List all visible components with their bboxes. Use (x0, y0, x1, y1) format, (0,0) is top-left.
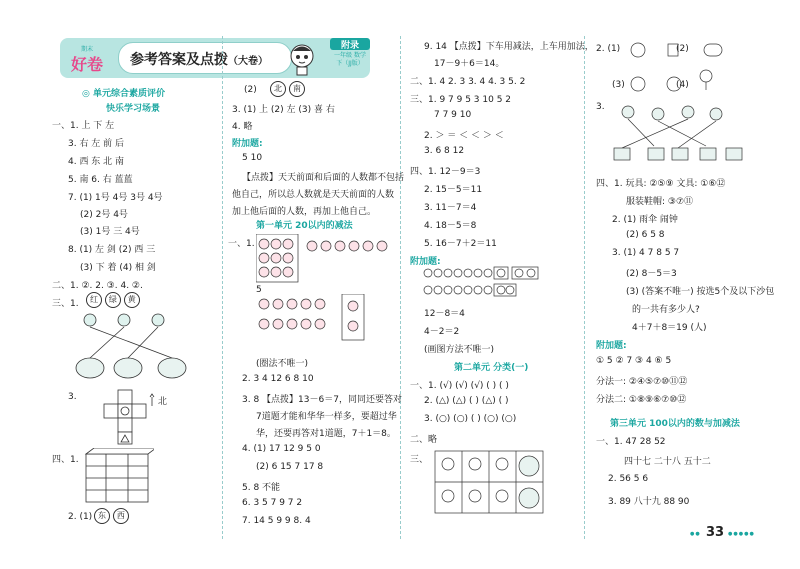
answer-line: 7. 14 5 9 9 8. 4 (242, 516, 311, 526)
answer-line: 二、1. ②. 2. ③. 4. ②. (52, 281, 143, 291)
tag-sub-2: 下（JJ版） (336, 60, 364, 67)
answer-line: 5. 16－7＋2＝11 (424, 239, 497, 249)
answer-line: 四十七 二十八 五十二 (624, 457, 711, 467)
answer-line: 三、 (410, 455, 429, 465)
answer-line: (4) (676, 80, 689, 90)
answer-line: 一、1. 47 28 52 (596, 437, 666, 447)
answer-line: (3) (612, 80, 625, 90)
unit-title: 第三单元 100以内的数与加减法 (610, 419, 740, 429)
answer-line: 5. 南 6. 右 蓝蓝 (68, 175, 133, 185)
answer-line: (2) 8－5＝3 (626, 269, 677, 279)
answer-line: 3. 6 8 12 (424, 146, 465, 156)
answer-note: (圈法不唯一) (256, 359, 309, 369)
column-divider (222, 36, 223, 539)
answer-line: 4. 略 (232, 122, 253, 132)
logo (62, 40, 112, 76)
logo-text: 好卷 (70, 55, 104, 74)
hint-line: 华，还要再答对1道题，7＋1＝8。 (256, 429, 396, 439)
unit-title: 第二单元 分类(一) (454, 363, 529, 373)
color-red: 红 (86, 292, 102, 308)
answer-line: 17－9＋6＝14。 (434, 59, 505, 69)
extra-heading: 附加题: (232, 139, 263, 149)
answer-line: 6. 3 5 7 9 7 2 (242, 498, 303, 508)
answer-line: 4. 18－5＝8 (424, 221, 477, 231)
answer-line: 3. 右 左 前 后 (68, 139, 125, 149)
circle-answers (270, 81, 305, 97)
answer-line: 4. 西 东 北 南 (68, 157, 125, 167)
answer-line: 三、1. (52, 299, 79, 309)
color-yellow: 黄 (124, 292, 140, 308)
mascot-icon (286, 42, 318, 76)
answer-line: 一、1. 上 下 左 (52, 121, 115, 131)
circle-north: 北 (270, 81, 286, 97)
answer-line: 2. 3 4 12 6 8 10 (242, 374, 314, 384)
answer-line: 2. ＞ ＝ ＜ ＜ ＞ ＜ (424, 131, 504, 141)
logo-small: 期末 (80, 46, 94, 53)
matching-lines-illustration (608, 100, 748, 166)
answer-line: 2. (△) (△) ( ) (△) ( ) (424, 396, 509, 406)
answer-line: 一、1. (√) (√) (√) ( ) ( ) (410, 381, 509, 391)
hint-line: 【点拨】天天前面和后面的人数都不包括 (242, 173, 405, 183)
answer-line: 7 7 9 10 (434, 110, 472, 120)
answer-line: 三、1. 9 7 9 5 3 10 5 2 (410, 95, 512, 105)
color-answers (86, 292, 140, 308)
answer-line: 3. 8 【点拨】13－6＝7，同同还要答对 (242, 395, 402, 405)
answer-line: 二、略 (410, 435, 438, 445)
circle-south: 南 (289, 81, 305, 97)
answer-line: 7. (1) 1号 4号 3号 4号 (68, 193, 163, 203)
appendix-tag: 附录 (330, 38, 370, 50)
answer-line: 四、1. 玩具: ②⑤⑨ 文具: ①⑥⑫ (596, 179, 726, 189)
answer-line: 3. (1) 上 (2) 左 (3) 喜 右 (232, 105, 335, 115)
answer-line: (2) 6 5 8 (626, 230, 665, 240)
section-title: ◎ 单元综合素质评价 (82, 89, 165, 99)
answer-line: (2) 6 15 7 17 8 (256, 462, 324, 472)
answer-line: (2) (676, 44, 689, 54)
answer-line: 2. 56 5 6 (608, 474, 649, 484)
extra-heading: 附加题: (410, 257, 441, 267)
answer-line: (3) 下 着 (4) 相 剑 (80, 263, 156, 273)
circle-answers (94, 508, 129, 524)
circle-east: 东 (94, 508, 110, 524)
matching-illustration (72, 310, 202, 382)
answer-line: 2. (1) (596, 44, 621, 54)
page-number: 33 (706, 525, 725, 540)
answer-line: 2. (1) (68, 512, 93, 522)
answer-line: 的一共有多少人? (632, 305, 700, 315)
title-text: 参考答案及点拨 (130, 52, 228, 68)
answer-line: 4＋7＋8＝19 (人) (632, 323, 707, 333)
answer-line: 5 10 (242, 153, 263, 163)
page-title (130, 49, 268, 69)
answer-line: (2) 2号 4号 (80, 210, 128, 220)
sub-title: 快乐学习场景 (106, 104, 161, 114)
answer-line: 二、1. 4 2. 3 3. 4 4. 3 5. 2 (410, 77, 526, 87)
answer-line: 3. (1) 4 7 8 5 7 (612, 248, 680, 258)
extra-heading: 附加题: (596, 341, 627, 351)
answer-line: 2. 15－5＝11 (424, 185, 483, 195)
circle-west: 西 (113, 508, 129, 524)
answer-note: (画图方法不唯一) (424, 345, 495, 355)
answer-line: 四、1. (52, 455, 79, 465)
answer-line: 4. (1) 17 12 9 5 0 (242, 444, 321, 454)
answer-line: 4－2＝2 (424, 327, 460, 337)
answer-line: 一、1. (228, 239, 255, 249)
direction-label: 北 (158, 397, 168, 407)
answer-line: 3. (596, 102, 605, 112)
answer-line: (3) 1号 三 4号 (80, 227, 140, 237)
hint-line: 他自己，所以总人数就是天天前面的人数 (232, 190, 395, 200)
answer-line: 服装鞋帽: ③⑦⑪ (626, 197, 694, 207)
footer-dots: ●●●●● (728, 531, 755, 537)
answer-line: (2) (244, 85, 257, 95)
answer-line: 四、1. 12－9＝3 (410, 167, 481, 177)
classification-table-illustration (434, 450, 544, 514)
answer-line: 3. 11－7＝4 (424, 203, 477, 213)
answer-line: 12－8＝4 (424, 309, 465, 319)
title-suffix: （大卷） (228, 56, 268, 67)
shelf-illustration (84, 448, 154, 506)
column-divider (400, 36, 401, 539)
answer-line: ① 5 ② 7 ③ 4 ⑥ 5 (596, 356, 672, 366)
answer-line: 分法二: ①⑧⑨⑥⑦⑩⑫ (596, 395, 687, 405)
unit-title: 第一单元 20以内的减法 (256, 221, 353, 231)
hint-line: 加上他后面的人数，再加上他自己。 (232, 207, 377, 217)
answer-line: 3. (68, 392, 77, 402)
answer-line: 8. (1) 左 剑 (2) 西 三 (68, 245, 156, 255)
color-green: 绿 (105, 292, 121, 308)
answer-line: 9. 14 【点拨】下车用减法，上车用加法， (424, 42, 594, 52)
hint-line: 7道题才能和华华一样多，要超过华 (256, 412, 397, 422)
appendix-tag-sub (330, 52, 370, 68)
tag-sub-1: 一年级 数学 (334, 52, 366, 59)
answer-line: 3. 89 八十九 88 90 (608, 497, 690, 507)
peach-grid-illustration (256, 234, 396, 284)
apple-grid-illustration (256, 294, 376, 344)
answer-line: 2. (1) 雨伞 闹钟 (612, 215, 678, 225)
answer-line: 3. (○) (○) ( ) (○) (○) (424, 414, 517, 424)
footer-dots: ●● (690, 531, 701, 537)
column-divider (584, 36, 585, 539)
answer-line: 5. 8 不能 (242, 483, 281, 493)
answer-line: 分法一: ②④⑤⑦⑩⑪⑫ (596, 377, 688, 387)
circle-counting-illustration (422, 266, 542, 298)
answer-line: 5 (256, 285, 262, 295)
answer-line: (3) (答案不唯一) 按选5个及以下沙包 (626, 287, 775, 297)
